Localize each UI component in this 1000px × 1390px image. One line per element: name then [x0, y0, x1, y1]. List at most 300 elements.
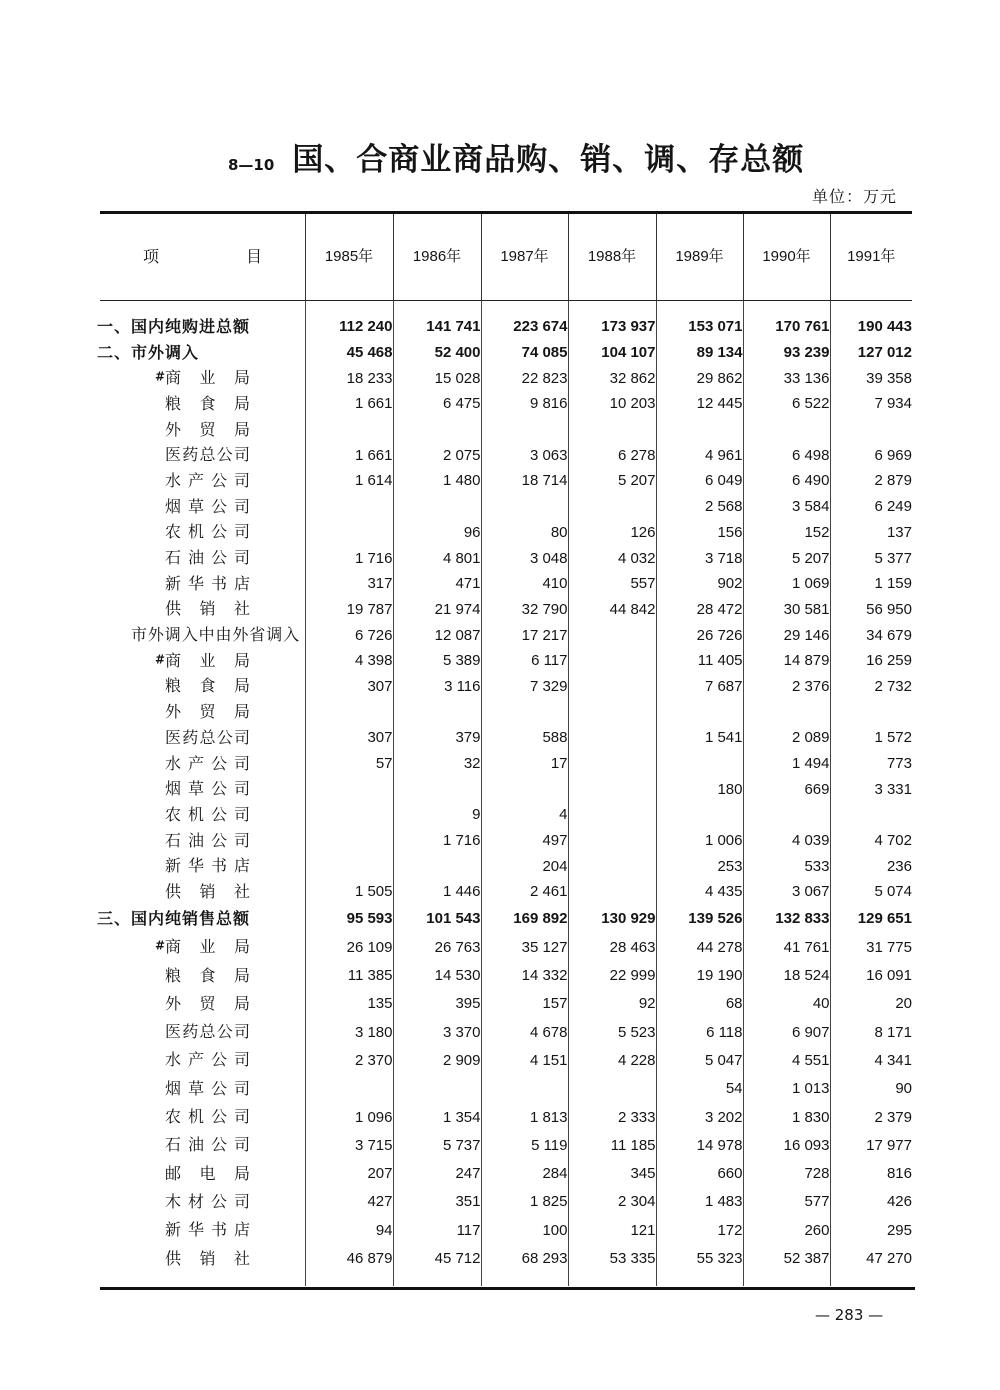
- value-cell: 121: [568, 1216, 656, 1244]
- value-cell: 7 329: [481, 674, 568, 700]
- value-cell: 18 524: [743, 961, 830, 989]
- value-cell: 3 370: [393, 1018, 481, 1046]
- table-bottom-spacer: [100, 1273, 912, 1286]
- value-cell: 32: [393, 751, 481, 777]
- value-cell: 157: [481, 990, 568, 1018]
- value-cell: 3 048: [481, 545, 568, 571]
- value-cell: 130 929: [568, 905, 656, 933]
- page-number: — 283 —: [815, 1306, 884, 1324]
- spacer-cell: [568, 1273, 656, 1286]
- value-cell: 17: [481, 751, 568, 777]
- value-cell: 26 726: [656, 622, 743, 648]
- item-row: [100, 879, 912, 905]
- value-cell: 152: [743, 520, 830, 546]
- row-label-cell: [100, 751, 305, 777]
- value-cell: 427: [305, 1188, 393, 1216]
- value-cell: 902: [656, 571, 743, 597]
- value-cell: [568, 622, 656, 648]
- value-cell: 45 468: [305, 340, 393, 366]
- value-cell: 4 151: [481, 1046, 568, 1074]
- row-label: 邮电局: [165, 1163, 250, 1183]
- value-cell: 295: [830, 1216, 912, 1244]
- value-cell: 7 934: [830, 391, 912, 417]
- value-cell: 1 006: [656, 828, 743, 854]
- value-cell: 19 190: [656, 961, 743, 989]
- value-cell: 2 879: [830, 468, 912, 494]
- value-cell: 100: [481, 1216, 568, 1244]
- value-cell: 11 385: [305, 961, 393, 989]
- row-label: 商业局: [165, 368, 250, 388]
- item-row: [100, 545, 912, 571]
- value-cell: [568, 853, 656, 879]
- header-year: 1990年: [743, 214, 830, 300]
- spacer-cell: [481, 1273, 568, 1286]
- row-label-cell: [100, 1159, 305, 1187]
- value-cell: 471: [393, 571, 481, 597]
- value-cell: 5 737: [393, 1131, 481, 1159]
- row-label: 农机公司: [165, 1107, 250, 1127]
- row-label-cell: [100, 520, 305, 546]
- value-cell: 3 180: [305, 1018, 393, 1046]
- item-row: [100, 1188, 912, 1216]
- value-cell: 68 293: [481, 1244, 568, 1272]
- value-cell: 52 387: [743, 1244, 830, 1272]
- row-label-cell: [100, 1075, 305, 1103]
- value-cell: [305, 699, 393, 725]
- item-row: [100, 1103, 912, 1131]
- value-cell: 190 443: [830, 314, 912, 340]
- table-number: 8—10: [228, 156, 275, 174]
- value-cell: 3 715: [305, 1131, 393, 1159]
- header-year: 1987年: [481, 214, 568, 300]
- row-label-cell: [100, 802, 305, 828]
- item-row: [100, 571, 912, 597]
- value-cell: 6 118: [656, 1018, 743, 1046]
- row-label-cell: [100, 725, 305, 751]
- value-cell: 132 833: [743, 905, 830, 933]
- value-cell: [568, 879, 656, 905]
- value-cell: 172: [656, 1216, 743, 1244]
- value-cell: 1 159: [830, 571, 912, 597]
- spacer-cell: [481, 300, 568, 314]
- value-cell: 5 523: [568, 1018, 656, 1046]
- spacer-cell: [393, 300, 481, 314]
- value-cell: 6 726: [305, 622, 393, 648]
- value-cell: 3 584: [743, 494, 830, 520]
- value-cell: [393, 699, 481, 725]
- value-cell: 345: [568, 1159, 656, 1187]
- value-cell: 135: [305, 990, 393, 1018]
- row-label: 外贸局: [165, 419, 250, 439]
- value-cell: 1 483: [656, 1188, 743, 1216]
- row-label-cell: [100, 828, 305, 854]
- value-cell: 669: [743, 776, 830, 802]
- item-row: [100, 1075, 912, 1103]
- value-cell: 4 801: [393, 545, 481, 571]
- value-cell: 2 461: [481, 879, 568, 905]
- value-cell: 533: [743, 853, 830, 879]
- value-cell: 5 119: [481, 1131, 568, 1159]
- value-cell: [743, 802, 830, 828]
- total-row: [100, 340, 912, 366]
- value-cell: 4 678: [481, 1018, 568, 1046]
- value-cell: 1 494: [743, 751, 830, 777]
- row-label-cell: [100, 1046, 305, 1074]
- value-cell: 101 543: [393, 905, 481, 933]
- table-title: [228, 134, 804, 179]
- value-cell: 351: [393, 1188, 481, 1216]
- row-label: 商业局: [165, 937, 250, 957]
- value-cell: [393, 417, 481, 443]
- value-cell: 12 445: [656, 391, 743, 417]
- value-cell: 8 171: [830, 1018, 912, 1046]
- value-cell: 2 379: [830, 1103, 912, 1131]
- value-cell: 26 109: [305, 933, 393, 961]
- value-cell: 2 376: [743, 674, 830, 700]
- table-title-text: 国、合商业商品购、销、调、存总额: [292, 142, 805, 178]
- row-label-cell: [100, 776, 305, 802]
- value-cell: [393, 1075, 481, 1103]
- value-cell: 54: [656, 1075, 743, 1103]
- value-cell: 32 862: [568, 365, 656, 391]
- row-label: 商业局: [165, 650, 250, 670]
- value-cell: 139 526: [656, 905, 743, 933]
- row-label: 医药总公司: [165, 727, 250, 747]
- value-cell: [743, 699, 830, 725]
- value-cell: [743, 417, 830, 443]
- item-row: [100, 699, 912, 725]
- row-label: 市外调入中由外省调入: [131, 625, 301, 645]
- value-cell: [305, 853, 393, 879]
- row-label: 石油公司: [165, 548, 250, 568]
- row-label-cell: [100, 442, 305, 468]
- value-cell: [568, 828, 656, 854]
- value-cell: 10 203: [568, 391, 656, 417]
- value-cell: 1 354: [393, 1103, 481, 1131]
- value-cell: 112 240: [305, 314, 393, 340]
- row-label: 石油公司: [165, 830, 250, 850]
- value-cell: [481, 494, 568, 520]
- value-cell: 4 961: [656, 442, 743, 468]
- value-cell: [481, 776, 568, 802]
- total-row: [100, 314, 912, 340]
- value-cell: 2 089: [743, 725, 830, 751]
- value-cell: 55 323: [656, 1244, 743, 1272]
- value-cell: 92: [568, 990, 656, 1018]
- row-label-cell: [100, 1103, 305, 1131]
- value-cell: 204: [481, 853, 568, 879]
- row-label: 新华书店: [165, 573, 250, 593]
- value-cell: [568, 494, 656, 520]
- row-label-cell: [100, 494, 305, 520]
- value-cell: 4 341: [830, 1046, 912, 1074]
- header-row: [100, 214, 912, 300]
- value-cell: 307: [305, 674, 393, 700]
- value-cell: 180: [656, 776, 743, 802]
- value-cell: [656, 417, 743, 443]
- row-label-cell: [100, 879, 305, 905]
- value-cell: 4 702: [830, 828, 912, 854]
- value-cell: 137: [830, 520, 912, 546]
- value-cell: [305, 776, 393, 802]
- row-label-cell: [100, 622, 305, 648]
- value-cell: 93 239: [743, 340, 830, 366]
- value-cell: [568, 725, 656, 751]
- value-cell: 379: [393, 725, 481, 751]
- value-cell: 1 813: [481, 1103, 568, 1131]
- table-header: [100, 214, 912, 300]
- value-cell: 1 541: [656, 725, 743, 751]
- value-cell: 173 937: [568, 314, 656, 340]
- value-cell: 53 335: [568, 1244, 656, 1272]
- value-cell: 4 398: [305, 648, 393, 674]
- value-cell: [305, 494, 393, 520]
- row-label: 烟草公司: [165, 779, 250, 799]
- row-label: 农机公司: [165, 522, 250, 542]
- value-cell: 6 522: [743, 391, 830, 417]
- value-cell: 2 370: [305, 1046, 393, 1074]
- value-cell: 4 039: [743, 828, 830, 854]
- value-cell: 1 825: [481, 1188, 568, 1216]
- row-label: 烟草公司: [165, 496, 250, 516]
- row-label-cell: [100, 648, 305, 674]
- item-row: [100, 417, 912, 443]
- value-cell: 32 790: [481, 597, 568, 623]
- value-cell: 30 581: [743, 597, 830, 623]
- value-cell: 14 530: [393, 961, 481, 989]
- value-cell: 4 551: [743, 1046, 830, 1074]
- spacer-cell: [743, 300, 830, 314]
- value-cell: 95 593: [305, 905, 393, 933]
- value-cell: [568, 1075, 656, 1103]
- stats-table: [97, 214, 912, 1286]
- row-label-cell: [100, 990, 305, 1018]
- row-label-cell: [100, 853, 305, 879]
- item-row: [100, 391, 912, 417]
- spacer-cell: [656, 1273, 743, 1286]
- value-cell: 94: [305, 1216, 393, 1244]
- value-cell: 6 498: [743, 442, 830, 468]
- item-row: [100, 933, 912, 961]
- value-cell: 6 969: [830, 442, 912, 468]
- value-cell: 1 480: [393, 468, 481, 494]
- value-cell: 6 278: [568, 442, 656, 468]
- row-label: 粮食局: [165, 393, 250, 413]
- value-cell: 284: [481, 1159, 568, 1187]
- row-label: 医药总公司: [165, 1022, 250, 1042]
- value-cell: 1 716: [393, 828, 481, 854]
- value-cell: 68: [656, 990, 743, 1018]
- item-row: [100, 494, 912, 520]
- value-cell: 1 661: [305, 442, 393, 468]
- spacer-cell: [743, 1273, 830, 1286]
- row-label-cell: [100, 417, 305, 443]
- total-row: [100, 905, 912, 933]
- value-cell: 21 974: [393, 597, 481, 623]
- value-cell: 2 333: [568, 1103, 656, 1131]
- value-cell: 2 075: [393, 442, 481, 468]
- row-label: 供销社: [165, 881, 250, 901]
- value-cell: 253: [656, 853, 743, 879]
- value-cell: [656, 751, 743, 777]
- item-row: [100, 990, 912, 1018]
- value-cell: 3 063: [481, 442, 568, 468]
- row-label-cell: [100, 468, 305, 494]
- value-cell: 1 096: [305, 1103, 393, 1131]
- row-label: 粮食局: [165, 676, 250, 696]
- row-label: 粮食局: [165, 965, 250, 985]
- value-cell: 660: [656, 1159, 743, 1187]
- value-cell: 80: [481, 520, 568, 546]
- value-cell: 20: [830, 990, 912, 1018]
- value-cell: 9 816: [481, 391, 568, 417]
- item-row: [100, 751, 912, 777]
- header-year: 1991年: [830, 214, 912, 300]
- value-cell: 47 270: [830, 1244, 912, 1272]
- value-cell: 1 505: [305, 879, 393, 905]
- value-cell: 1 661: [305, 391, 393, 417]
- value-cell: [568, 648, 656, 674]
- spacer-cell: [830, 1273, 912, 1286]
- value-cell: [568, 674, 656, 700]
- value-cell: 56 950: [830, 597, 912, 623]
- value-cell: 728: [743, 1159, 830, 1187]
- value-cell: 16 093: [743, 1131, 830, 1159]
- row-label-cell: [100, 933, 305, 961]
- value-cell: 2 568: [656, 494, 743, 520]
- value-cell: 39 358: [830, 365, 912, 391]
- value-cell: 1 013: [743, 1075, 830, 1103]
- value-cell: 17 217: [481, 622, 568, 648]
- value-cell: 11 185: [568, 1131, 656, 1159]
- value-cell: 153 071: [656, 314, 743, 340]
- value-cell: 3 202: [656, 1103, 743, 1131]
- header-year: 1988年: [568, 214, 656, 300]
- value-cell: [568, 699, 656, 725]
- value-cell: 395: [393, 990, 481, 1018]
- row-label-cell: [100, 365, 305, 391]
- value-cell: 5 389: [393, 648, 481, 674]
- value-cell: 44 842: [568, 597, 656, 623]
- value-cell: 247: [393, 1159, 481, 1187]
- value-cell: 16 259: [830, 648, 912, 674]
- item-row: [100, 597, 912, 623]
- value-cell: 74 085: [481, 340, 568, 366]
- spacer-cell: [393, 1273, 481, 1286]
- header-year: 1985年: [305, 214, 393, 300]
- value-cell: 1 716: [305, 545, 393, 571]
- value-cell: 2 909: [393, 1046, 481, 1074]
- item-row: [100, 725, 912, 751]
- value-cell: 11 405: [656, 648, 743, 674]
- row-label: 水产公司: [165, 1050, 250, 1070]
- item-row: [100, 674, 912, 700]
- value-cell: 7 687: [656, 674, 743, 700]
- subgroup-row: [100, 622, 912, 648]
- value-cell: 17 977: [830, 1131, 912, 1159]
- spacer-cell: [656, 300, 743, 314]
- value-cell: 26 763: [393, 933, 481, 961]
- value-cell: 307: [305, 725, 393, 751]
- value-cell: [305, 417, 393, 443]
- value-cell: 129 651: [830, 905, 912, 933]
- value-cell: 31 775: [830, 933, 912, 961]
- row-label: 一、国内纯购进总额: [97, 316, 251, 336]
- item-row: [100, 828, 912, 854]
- item-row: [100, 468, 912, 494]
- unit-note: 单位：万元: [812, 187, 898, 206]
- value-cell: [568, 802, 656, 828]
- value-cell: 46 879: [305, 1244, 393, 1272]
- header-item-label: 项目: [143, 246, 262, 266]
- value-cell: 45 712: [393, 1244, 481, 1272]
- table-section: [97, 314, 912, 340]
- value-cell: [830, 699, 912, 725]
- value-cell: [393, 776, 481, 802]
- value-cell: 5 074: [830, 879, 912, 905]
- value-cell: 6 475: [393, 391, 481, 417]
- row-label: 医药总公司: [165, 445, 250, 465]
- value-cell: 40: [743, 990, 830, 1018]
- row-label-cell: [100, 699, 305, 725]
- value-cell: 497: [481, 828, 568, 854]
- spacer-cell: [305, 300, 393, 314]
- value-cell: 126: [568, 520, 656, 546]
- item-row: [100, 1046, 912, 1074]
- of-which-marker: #: [155, 652, 166, 667]
- item-row: [100, 1244, 912, 1272]
- row-label-cell: [100, 1244, 305, 1272]
- item-row: [100, 802, 912, 828]
- row-label: 外贸局: [165, 702, 250, 722]
- value-cell: 14 879: [743, 648, 830, 674]
- row-label-cell: [100, 961, 305, 989]
- value-cell: 18 233: [305, 365, 393, 391]
- value-cell: 22 823: [481, 365, 568, 391]
- row-label: 水产公司: [165, 470, 250, 490]
- value-cell: 6 117: [481, 648, 568, 674]
- value-cell: 1 069: [743, 571, 830, 597]
- value-cell: [830, 802, 912, 828]
- value-cell: 236: [830, 853, 912, 879]
- value-cell: [481, 417, 568, 443]
- item-row: [100, 1216, 912, 1244]
- spacer-cell: [305, 1273, 393, 1286]
- value-cell: 4 032: [568, 545, 656, 571]
- value-cell: 4 435: [656, 879, 743, 905]
- value-cell: [305, 520, 393, 546]
- item-row: [100, 1131, 912, 1159]
- value-cell: 28 472: [656, 597, 743, 623]
- value-cell: 557: [568, 571, 656, 597]
- row-label: 木材公司: [165, 1191, 250, 1211]
- value-cell: 6 049: [656, 468, 743, 494]
- value-cell: [393, 853, 481, 879]
- value-cell: 317: [305, 571, 393, 597]
- row-label: 供销社: [165, 1248, 250, 1268]
- value-cell: 19 787: [305, 597, 393, 623]
- value-cell: [656, 699, 743, 725]
- value-cell: 3 718: [656, 545, 743, 571]
- item-row: [100, 442, 912, 468]
- row-label-cell: [100, 1131, 305, 1159]
- table-section: [97, 905, 912, 1273]
- value-cell: 117: [393, 1216, 481, 1244]
- row-label: 新华书店: [165, 856, 250, 876]
- item-row: [100, 648, 912, 674]
- spacer-cell: [568, 300, 656, 314]
- value-cell: 426: [830, 1188, 912, 1216]
